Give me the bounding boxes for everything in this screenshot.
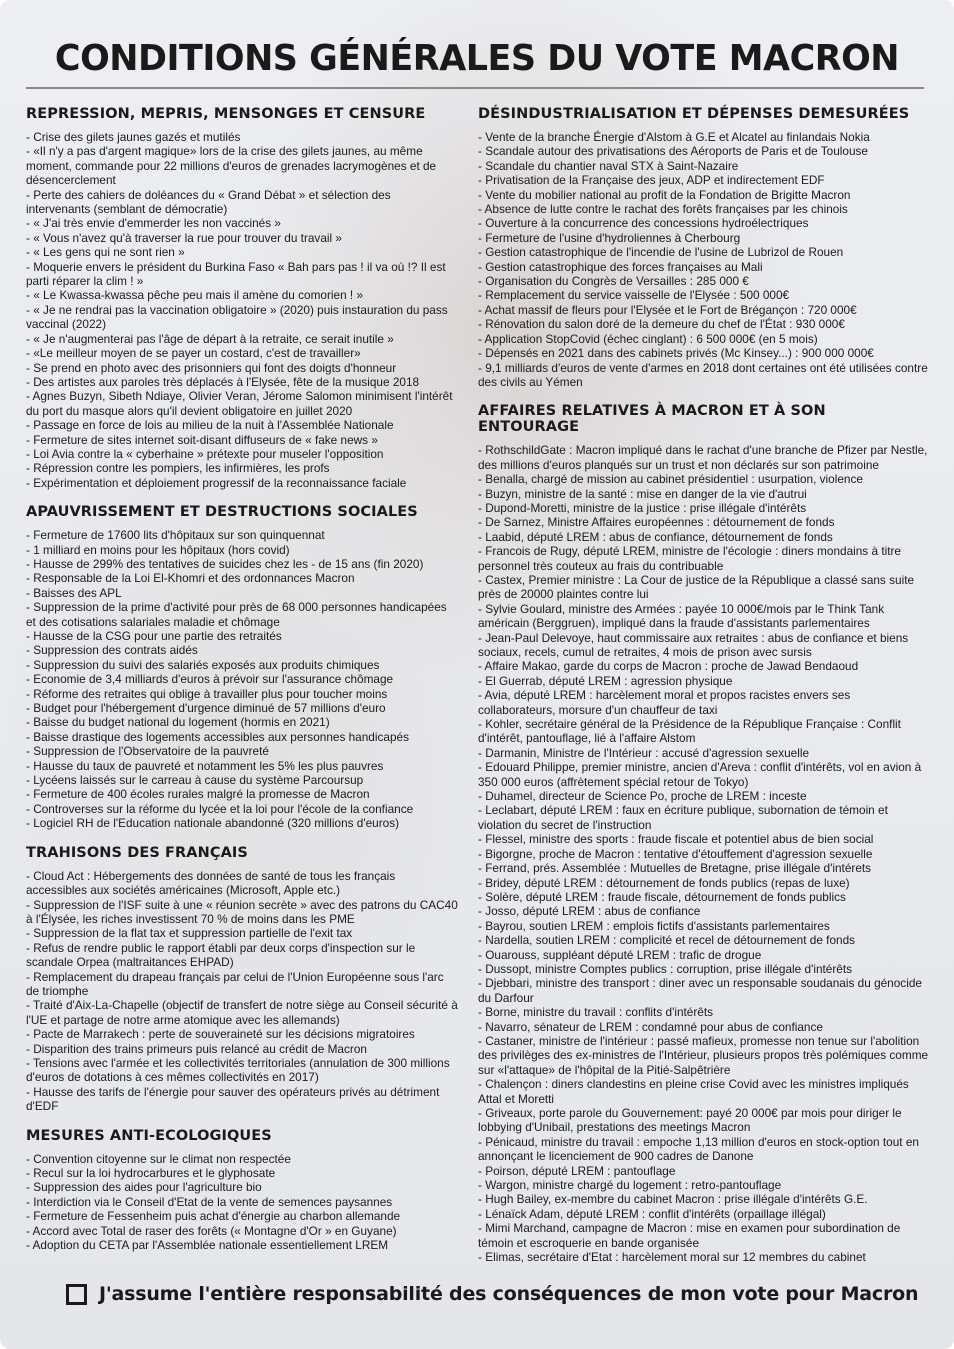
- list-item: - Baisses des APL: [26, 585, 122, 600]
- list-item: - Remplacement du drapeau français par celui de l'Union Européenne sous l'arc de triomphe: [26, 969, 444, 998]
- section-list: [26, 528, 458, 831]
- section: [26, 1128, 458, 1253]
- list-item: - Dupond-Moretti, ministre de la justice : prise illégale d'intérêts: [478, 500, 807, 515]
- list-item: - Pacte de Marrakech : perte de souveraineté sur les décisions migratoires: [26, 1027, 415, 1042]
- list-item: - Benalla, chargé de mission au cabinet présidentiel : usurpation, violence: [478, 472, 863, 487]
- list-item: - Borne, ministre du travail : conflits d'intérêts: [478, 1005, 714, 1020]
- list-item: - Se prend en photo avec des prisonniers qui font des doigts d'honneur: [26, 360, 397, 375]
- list-item: - Suppression des aides pour l'agriculture bio: [26, 1180, 262, 1195]
- list-item: - De Sarnez, Ministre Affaires européennes : détournement de fonds: [478, 515, 835, 530]
- list-item: - Fermeture de sites internet soit-disant diffuseurs de « fake news »: [26, 432, 378, 447]
- list-item: - Ferrand, prés. Assemblée : Mutuelles de Bretagne, prise illégale d'intérets: [478, 861, 872, 876]
- list-item: - Responsable de la Loi El-Khomri et des ordonnances Macron: [26, 571, 355, 586]
- list-item: - Economie de 3,4 milliards d'euros à prévoir sur l'assurance chômage: [26, 672, 394, 687]
- list-item: - Hausse de 299% des tentatives de suicides chez les - de 15 ans (fin 2020): [26, 556, 424, 571]
- list-item: - Baisse drastique des logements accessibles aux personnes handicapés: [26, 729, 409, 744]
- list-item: - Achat massif de fleurs pour l'Elysée et le Fort de Brégançon : 720 000€: [478, 302, 857, 317]
- section-heading: AFFAIRES RELATIVES À MACRON ET À SON ENTOURAGE: [478, 403, 826, 436]
- list-item: - « Vous n'avez qu'à traverser la rue pour trouver du travail »: [26, 230, 342, 245]
- list-item: - Logiciel RH de l'Education nationale abandonné (320 millions d'euros): [26, 816, 400, 831]
- list-item: - Des artistes aux paroles très déplacés à l'Elysée, fête de la musique 2018: [26, 374, 420, 389]
- list-item: - El Guerrab, député LREM : agression physique: [478, 673, 733, 688]
- list-item: - Ouarouss, suppléant député LREM : trafic de drogue: [478, 947, 762, 962]
- list-item: - Application StopCovid (échec cinglant) : 6 500 000€ (en 5 mois): [478, 331, 818, 346]
- list-item: - Fermeture de l'usine d'hydroliennes à Cherbourg: [478, 230, 741, 245]
- list-item: - Avia, député LREM : harcèlement moral et propos racistes envers ses collaborateurs, morsure d'un chauffeur de taxi: [478, 688, 851, 717]
- list-item: - Budget pour l'hébergement d'urgence diminué de 57 millions d'euro: [26, 701, 386, 716]
- list-item: - Suppression de la flat tax et suppression partielle de l'exit tax: [26, 926, 353, 941]
- list-item: - Suppression de la prime d'activité pour près de 68 000 personnes handicapées et des cotisations salariales maladie et chômage: [26, 600, 447, 629]
- list-item: - Disparition des trains primeurs puis relancé au crédit de Macron: [26, 1041, 367, 1056]
- list-item: - Loi Avia contre la « cyberhaine » prétexte pour museler l'opposition: [26, 446, 384, 461]
- list-item: - Scandale autour des privatisations des Aéroports de Paris et de Toulouse: [478, 144, 868, 159]
- list-item: - Agnes Buzyn, Sibeth Ndiaye, Olivier Veran, Jérome Salomon minimisent l'intérêt du port du masque alors qu'il devient obligatoire en juillet 2020: [26, 389, 453, 418]
- list-item: - Edouard Philippe, premier ministre, ancien d'Areva : conflit d'intérêts, vol en avion à 350 000 euros (affrètement spécial retour de Tokyo): [478, 760, 922, 789]
- list-item: - « Je n'augmenterai pas l'âge de départ à la retraite, ce serait inutile »: [26, 331, 394, 346]
- section: [478, 106, 930, 389]
- list-item: - Cloud Act : Hébergements des données de santé de tous les français accessibles aux sociétés américaines (Microsoft, Apple etc.): [26, 868, 396, 898]
- list-item: - Suppression des contrats aidés: [26, 643, 198, 658]
- list-item: - Crise des gilets jaunes gazés et mutilés: [26, 130, 241, 144]
- section-heading: MESURES ANTI-ECOLOGIQUES: [26, 1127, 272, 1144]
- list-item: - Interdiction via le Conseil d'Etat de la vente de semences paysannes: [26, 1194, 393, 1209]
- list-item: - Moquerie envers le président du Burkina Faso « Bah pars pas ! il va où !? Il est parti réparer la clim ! »: [26, 259, 446, 289]
- list-item: - 9,1 milliards d'euros de vente d'armes en 2018 dont certaines ont été utilisées contre des civils au Yémen: [478, 360, 928, 389]
- list-item: - Flessel, ministre des sports : fraude fiscale et potentiel abus de bien social: [478, 832, 874, 847]
- section-heading: DÉSINDUSTRIALISATION ET DÉPENSES DEMESURÉES: [478, 106, 910, 122]
- list-item: - Josso, député LREM : abus de confiance: [478, 904, 701, 919]
- list-item: - « Je ne rendrai pas la vaccination obligatoire » (2020) puis instauration du pass vaccinal (2022): [26, 302, 448, 332]
- list-item: - Wargon, ministre chargé du logement : retro-pantouflage: [478, 1178, 782, 1193]
- list-item: - Dussopt, ministre Comptes publics : corruption, prise illégale d'intérêts: [478, 961, 853, 976]
- section-heading: TRAHISONS DES FRANÇAIS: [26, 844, 248, 861]
- responsibility-checkbox[interactable]: [66, 1284, 87, 1305]
- section-list: [26, 1152, 458, 1253]
- section: [26, 106, 458, 490]
- list-item: - Francois de Rugy, député LREM, ministre de l'écologie : diners mondains à titre personnel très couteux au frais du contribuable: [478, 544, 901, 573]
- list-item: - Nardella, soutien LREM : complicité et recel de détournement de fonds: [478, 933, 856, 948]
- list-item: - Hausse des tarifs de l'énergie pour sauver des opérateurs privés au détriment d'EDF: [26, 1084, 440, 1114]
- section-list: [478, 130, 930, 389]
- section: [478, 403, 930, 1264]
- list-item: - Adoption du CETA par l'Assemblée nationale essentiellement LREM: [26, 1238, 389, 1253]
- list-item: - Expérimentation et déploiement progressif de la reconnaissance faciale: [26, 475, 407, 490]
- footer-statement: [66, 1283, 918, 1305]
- list-item: - Djebbari, ministre des transport : diner avec un responsable soudanais du génocide du Darfour: [478, 976, 922, 1005]
- list-item: - Rénovation du salon doré de la demeure du chef de l'État : 930 000€: [478, 317, 845, 332]
- list-item: - Darmanin, Ministre de l'Intérieur : accusé d'agression sexuelle: [478, 745, 810, 760]
- list-item: - Ouverture à la concurrence des concessions hydroélectriques: [478, 216, 809, 231]
- list-item: - Chalençon : diners clandestins en pleine crise Covid avec les ministres impliqués Attal et Moretti: [478, 1077, 909, 1106]
- section-list: [478, 443, 930, 1264]
- list-item: - Bayrou, soutien LREM : emplois fictifs d'assistants parlementaires: [478, 918, 830, 933]
- list-item: - Baisse du budget national du logement (hormis en 2021): [26, 715, 330, 730]
- list-item: - Hugh Bailey, ex-membre du cabinet Macron : prise illégale d'intérêts G.E.: [478, 1192, 868, 1207]
- list-item: - Recul sur la loi hydrocarbures et le glyphosate: [26, 1166, 276, 1180]
- list-item: - Réforme des retraites qui oblige à travailler plus pour toucher moins: [26, 686, 388, 701]
- list-item: - Bigorgne, proche de Macron : tentative d'étouffement d'agression sexuelle: [478, 846, 873, 861]
- list-item: - « Les gens qui ne sont rien »: [26, 245, 185, 260]
- list-item: - Pénicaud, ministre du travail : empoche 1,13 million d'euros en stock-option tout en annonçant le licenciement de 900 cadres de Danone: [478, 1134, 919, 1164]
- list-item: - Absence de lutte contre le rachat des forêts françaises par les chinois: [478, 202, 848, 217]
- list-item: - Navarro, sénateur de LREM : condamné pour abus de confiance: [478, 1019, 823, 1034]
- page-title: CONDITIONS GÉNÉRALES DU VOTE MACRON: [54, 38, 900, 79]
- list-item: - Suppression de l'ISF suite à une « réunion secrète » avec des patrons du CAC40 à l'Élysée, les riches investissent 70 % de moins dans les PME: [26, 897, 458, 926]
- list-item: - Bridey, député LREM : détournement de fonds publics (repas de luxe): [478, 875, 850, 890]
- list-item: - Privatisation de la Française des jeux, ADP et indirectement EDF: [478, 173, 825, 188]
- list-item: - Fermeture de 17600 lits d'hôpitaux sur son quinquennat: [26, 528, 325, 543]
- right-column: [478, 106, 930, 1278]
- list-item: - Castaner, ministre de l'intérieur : passé mafieux, promesse non tenue sur l'abolition des privilèges des ex-ministres de l'Intérieur, plusieurs propos très polémiques comme sur «l'attaque» de l'hôpital de la Pitié-Salpêtrière: [478, 1033, 929, 1077]
- list-item: - Poirson, député LREM : pantouflage: [478, 1163, 676, 1178]
- section: [26, 845, 458, 1114]
- list-item: - Jean-Paul Delevoye, haut commissaire aux retraites : abus de confiance et biens sociaux, recels, cumul de retraites, 4 mois de prison avec sursis: [478, 630, 909, 659]
- list-item: - Vente du mobilier national au profit de la Fondation de Brigitte Macron: [478, 187, 851, 202]
- list-item: - Buzyn, ministre de la santé : mise en danger de la vie d'autrui: [478, 486, 807, 501]
- list-item: - Elimas, secrétaire d'Etat : harcèlement moral sur 12 membres du cabinet: [478, 1250, 866, 1265]
- list-item: - Répression contre les pompiers, les infirmières, les profs: [26, 461, 330, 476]
- list-item: - 1 milliard en moins pour les hôpitaux (hors covid): [26, 542, 290, 557]
- list-item: - Sylvie Goulard, ministre des Armées : payée 10 000€/mois par le Think Tank américain (Berggruen), impliqué dans la fraude d'assistants parlementaires: [478, 601, 885, 631]
- section-list: [26, 869, 458, 1114]
- list-item: - Fermeture de Fessenheim puis achat d'énergie au charbon allemande: [26, 1209, 401, 1224]
- list-item: - Gestion catastrophique de l'incendie de l'usine de Lubrizol de Rouen: [478, 245, 844, 260]
- list-item: - Lénaïck Adam, député LREM : conflit d'intérêts (orpaillage illégal): [478, 1206, 826, 1221]
- list-item: - Organisation du Congrès de Versailles : 285 000 €: [478, 274, 749, 289]
- list-item: - Affaire Makao, garde du corps de Macron : proche de Jawad Bendaoud: [478, 659, 859, 674]
- section-heading: REPRESSION, MEPRIS, MENSONGES ET CENSURE: [26, 106, 426, 122]
- section: [26, 504, 458, 831]
- left-column: [26, 106, 458, 1266]
- list-item: - Perte des cahiers de doléances du « Grand Débat » et sélection des intervenants (semblant de démocratie): [26, 187, 391, 217]
- list-item: - « J'ai très envie d'emmerder les non vaccinés »: [26, 216, 281, 231]
- list-item: - Castex, Premier ministre : La Cour de justice de la République a classé sans suite près de 20000 plaintes contre lui: [478, 572, 915, 602]
- list-item: - Suppression du suivi des salariés exposés aux produits chimiques: [26, 657, 380, 672]
- list-item: - « Le Kwassa-kwassa pêche peu mais il amène du comorien ! »: [26, 288, 364, 303]
- list-item: - «Le meilleur moyen de se payer un costard, c'est de travailler»: [26, 346, 361, 361]
- list-item: - Leclabart, député LREM : faux en écriture publique, subornation de témoin et violation du secret de l'instruction: [478, 803, 888, 832]
- list-item: - Tensions avec l'armée et les collectivités territoriales (annulation de 300 millions d'euros de dotations à ces mêmes collectivités en 2017): [26, 1055, 450, 1085]
- list-item: - Fermeture de 400 écoles rurales malgré la promesse de Macron: [26, 787, 370, 802]
- list-item: - Mimi Marchand, campagne de Macron : mise en examen pour subordination de témoin et escroquerie en bande organisée: [478, 1221, 901, 1250]
- list-item: - Laabid, député LREM : abus de confiance, détournement de fonds: [478, 529, 833, 544]
- section-heading: APAUVRISSEMENT ET DESTRUCTIONS SOCIALES: [26, 504, 418, 521]
- list-item: - Solère, député LREM : fraude fiscale, détournement de fonds publics: [478, 889, 846, 904]
- list-item: - Griveaux, porte parole du Gouvernement: payé 20 000€ par mois pour diriger le lobbying d'Unibail, prestations des meetings Macron: [478, 1106, 902, 1135]
- list-item: - Convention citoyenne sur le climat non respectée: [26, 1151, 291, 1166]
- list-item: - Gestion catastrophique des forces françaises au Mali: [478, 259, 763, 274]
- list-item: - Accord avec Total de raser des forêts (« Montagne d'Or » en Guyane): [26, 1223, 397, 1238]
- list-item: - Vente de la branche Énergie d'Alstom à G.E et Alcatel au finlandais Nokia: [478, 130, 870, 144]
- list-item: - Suppression de l'Observatoire de la pauvreté: [26, 744, 269, 759]
- list-item: - Scandale du chantier naval STX à Saint-Nazaire: [478, 158, 739, 173]
- list-item: - «Il n'y a pas d'argent magique» lors de la crise des gilets jaunes, au même moment, commande pour 22 millions d'euros de grenades lacrymogènes et de désencerclement: [26, 144, 437, 188]
- list-item: - Refus de rendre public le rapport établi par deux corps d'inspection sur le scandale Orpea (maltraitances EHPAD): [26, 940, 416, 970]
- list-item: - Traité d'Aix-La-Chapelle (objectif de transfert de notre siège au Conseil sécurité à l'UE et partage de notre arme atomique avec les allemands): [26, 998, 458, 1027]
- title-divider: [26, 87, 924, 89]
- list-item: - Kohler, secrétaire général de la Présidence de la République Française : Conflit d'intérêt, pantouflage, lié à l'affaire Alstom: [478, 717, 901, 746]
- footer-text: J'assume l'entière responsabilité des conséquences de mon vote pour Macron: [99, 1283, 919, 1305]
- section-list: [26, 130, 458, 490]
- list-item: - Remplacement du service vaisselle de l'Elysée : 500 000€: [478, 288, 790, 303]
- list-item: - Passage en force de lois au milieu de la nuit à l'Assemblée Nationale: [26, 418, 394, 433]
- list-item: - Dépensés en 2021 dans des cabinets privés (Mc Kinsey...) : 900 000 000€: [478, 346, 874, 361]
- list-item: - Controverses sur la réforme du lycée et la loi pour l'école de la confiance: [26, 801, 414, 816]
- list-item: - Hausse du taux de pauvreté et notamment les 5% les plus pauvres: [26, 758, 384, 773]
- list-item: - Lycéens laissés sur le carreau à cause du système Parcoursup: [26, 773, 364, 788]
- list-item: - Hausse de la CSG pour une partie des retraités: [26, 629, 282, 643]
- list-item: - Duhamel, directeur de Science Po, proche de LREM : inceste: [478, 789, 807, 804]
- list-item: - RothschildGate : Macron impliqué dans le rachat d'une branche de Pfizer par Nestle, des millions d'euros planqués sur un trust et non déclarés sur son patrimoine: [478, 443, 928, 472]
